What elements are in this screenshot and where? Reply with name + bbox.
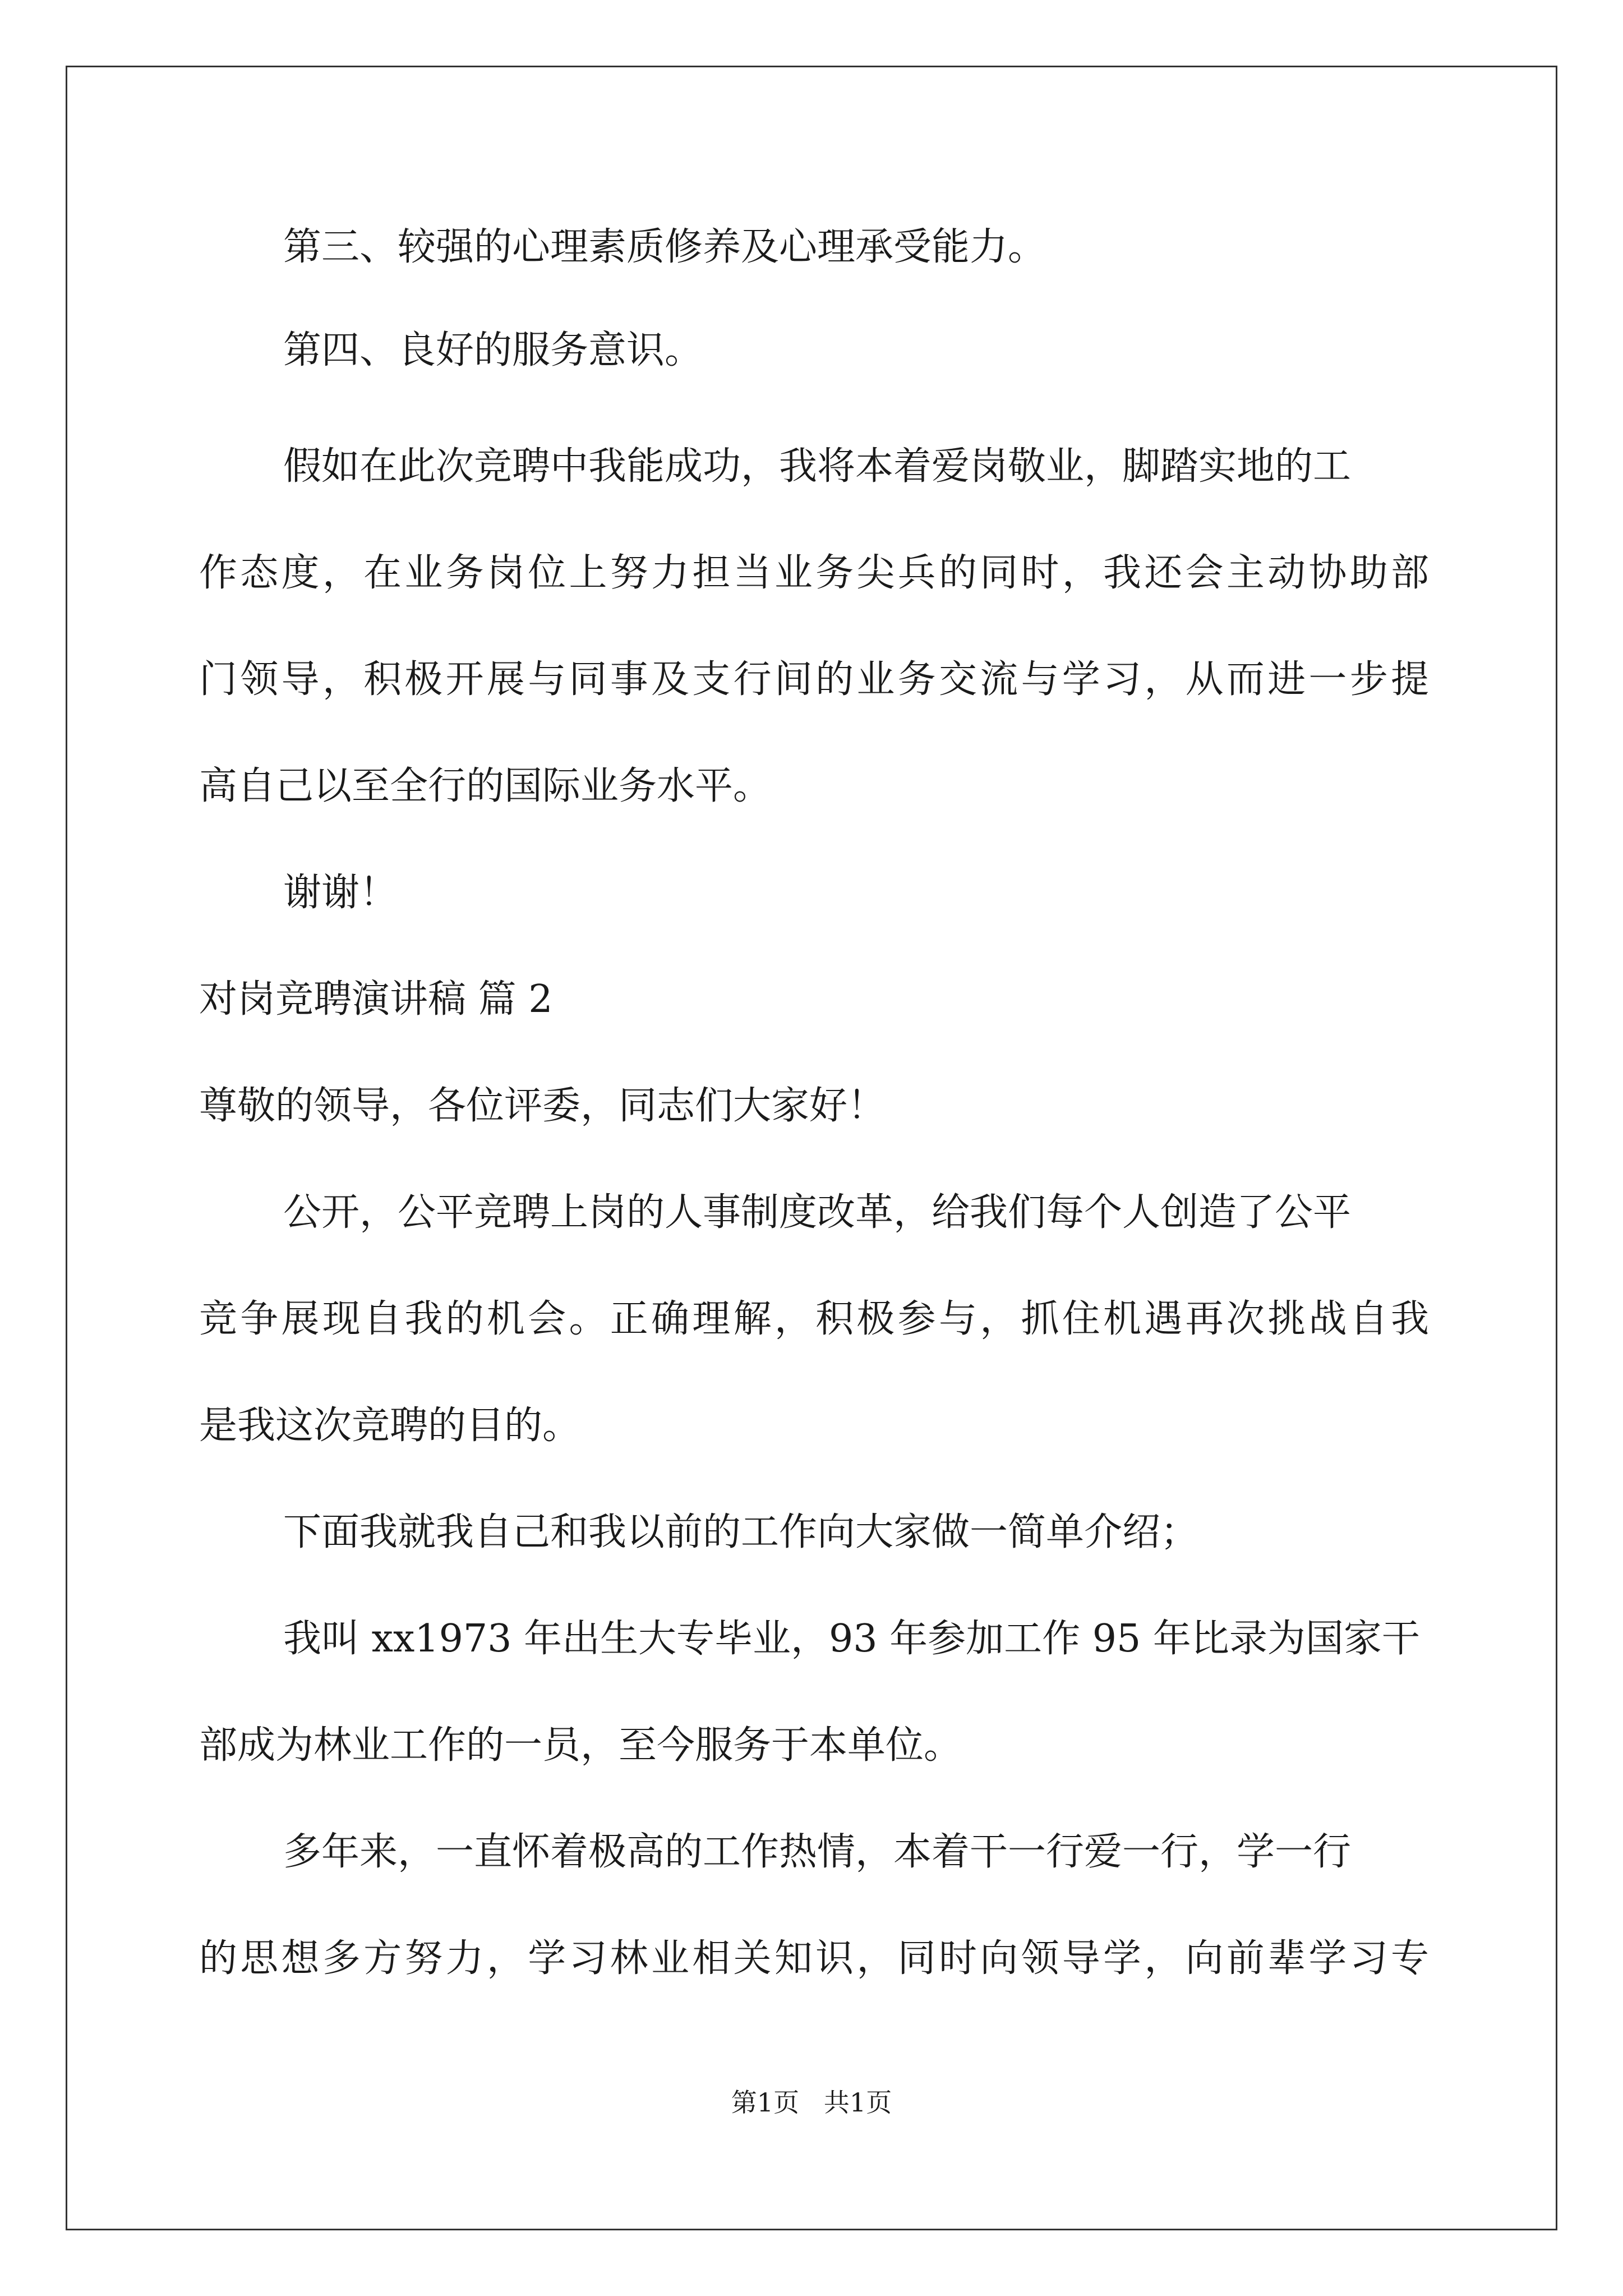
paragraph-line: 第四、良好的服务意识。 [283, 328, 703, 372]
salutation-line: 尊敬的领导，各位评委，同志们大家好！ [199, 1084, 886, 1128]
page-border [66, 66, 1557, 2230]
paragraph-line: 谢谢！ [283, 871, 398, 915]
paragraph-line: 部成为林业工作的一员，至今服务于本单位。 [199, 1723, 962, 1768]
paragraph-line: 公开，公平竞聘上岗的人事制度改革，给我们每个人创造了公平 [283, 1190, 1352, 1235]
paragraph-line: 第三、较强的心理素质修养及心理承受能力。 [283, 225, 1046, 269]
paragraph-line: 门领导，积极开展与同事及支行间的业务交流与学习，从而进一步提 [199, 657, 1429, 702]
paragraph-line: 高自己以至全行的国际业务水平。 [199, 764, 772, 808]
paragraph-line: 作态度，在业务岗位上努力担当业务尖兵的同时，我还会主动协助部 [199, 551, 1429, 595]
paragraph-line: 多年来，一直怀着极高的工作热情，本着干一行爱一行，学一行 [283, 1830, 1352, 1874]
paragraph-line: 我叫 xx1973 年出生大专毕业，93 年参加工作 95 年比录为国家干 [283, 1617, 1420, 1661]
paragraph-line: 下面我就我自己和我以前的工作向大家做一简单介绍； [283, 1510, 1199, 1554]
page-footer: 第1页 共1页 [731, 2087, 892, 2118]
paragraph-line: 是我这次竞聘的目的。 [199, 1404, 581, 1448]
paragraph-line: 竞争展现自我的机会。正确理解，积极参与，抓住机遇再次挑战自我 [199, 1297, 1429, 1341]
section-heading: 对岗竞聘演讲稿 篇 2 [199, 977, 553, 1022]
paragraph-line: 的思想多方努力，学习林业相关知识，同时向领导学，向前辈学习专 [199, 1936, 1429, 1981]
paragraph-line: 假如在此次竞聘中我能成功，我将本着爱岗敬业，脚踏实地的工 [283, 444, 1352, 489]
